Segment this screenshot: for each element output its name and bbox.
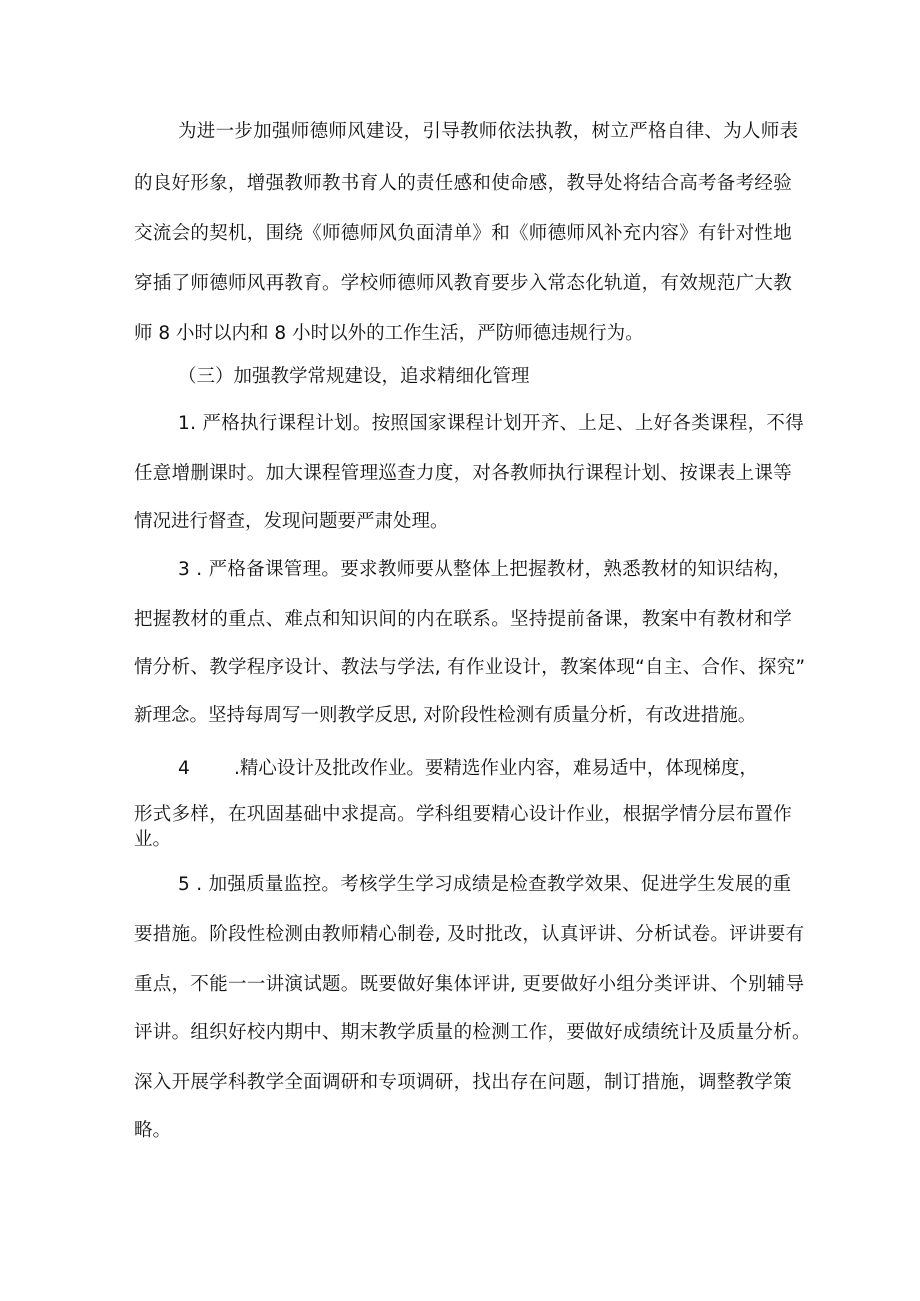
item4-number: 4 (178, 758, 190, 779)
item3-line-4: 新理念。坚持每周写一则教学反思, 对阶段性检测有质量分析，有改进措施。 (134, 705, 757, 726)
item5-line-2: 要措施。阶段性检测由教师精心制卷, 及时批改，认真评讲、分析试卷。评讲要有 (134, 924, 805, 945)
item5-line-6: 略。 (134, 1120, 172, 1141)
para1-line-2: 的良好形象，增强教师教书育人的责任感和使命感，教导处将结合高考备考经验 (134, 173, 793, 194)
item5-line-1: 5 . 加强质量监控。考核学生学习成绩是检查教学效果、促进学生发展的重 (178, 874, 792, 895)
para1-line-5: 师 8 小时以内和 8 小时以外的工作生活，严防师德违规行为。 (134, 323, 644, 344)
para1-line-4: 穿插了师德师风再教育。学校师德师风教育要步入常态化轨道，有效规范广大教 (134, 273, 793, 294)
item1-line-1: 1. 严格执行课程计划。按照国家课程计划开齐、上足、上好各类课程，不得 (178, 413, 805, 434)
item4-line-3: 业。 (134, 829, 172, 850)
para1-line-1: 为进一步加强师德师风建设，引导教师依法执教，树立严格自律、为人师表 (178, 121, 799, 142)
item5-line-5: 深入开展学科教学全面调研和专项调研，找出存在问题，制订措施，调整教学策 (134, 1072, 793, 1093)
item1-line-3: 情况进行督查，发现问题要严肃处理。 (134, 511, 449, 532)
item3-line-1: 3 . 严格备课管理。要求教师要从整体上把握教材，熟悉教材的知识结构， (178, 559, 792, 580)
item4-line-2: 形式多样，在巩固基础中求提高。学科组要精心设计作业，根据学情分层布置作 (134, 804, 793, 825)
item5-line-3: 重点，不能一一讲演试题。既要做好集体评讲, 更要做好小组分类评讲、个别辅导 (134, 974, 805, 995)
item4-line-1: .精心设计及批改作业。要精选作业内容，难易适中，体现梯度， (234, 758, 758, 779)
para1-line-3: 交流会的契机，围绕《师德师风负面清单》和《师德师风补充内容》有针对性地 (134, 223, 793, 244)
item3-line-2: 把握教材的重点、难点和知识间的内在联系。坚持提前备课，教案中有教材和学 (134, 609, 793, 630)
item5-line-4: 评讲。组织好校内期中、期末教学质量的检测工作，要做好成绩统计及质量分析。 (134, 1022, 811, 1043)
section-heading: （三）加强教学常规建设，追求精细化管理 (178, 366, 530, 387)
item3-line-3: 情分析、教学程序设计、教法与学法, 有作业设计，教案体现“自主、合作、探究” (134, 657, 806, 678)
item1-line-2: 任意增删课时。加大课程管理巡查力度，对各教师执行课程计划、按课表上课等 (134, 463, 793, 484)
